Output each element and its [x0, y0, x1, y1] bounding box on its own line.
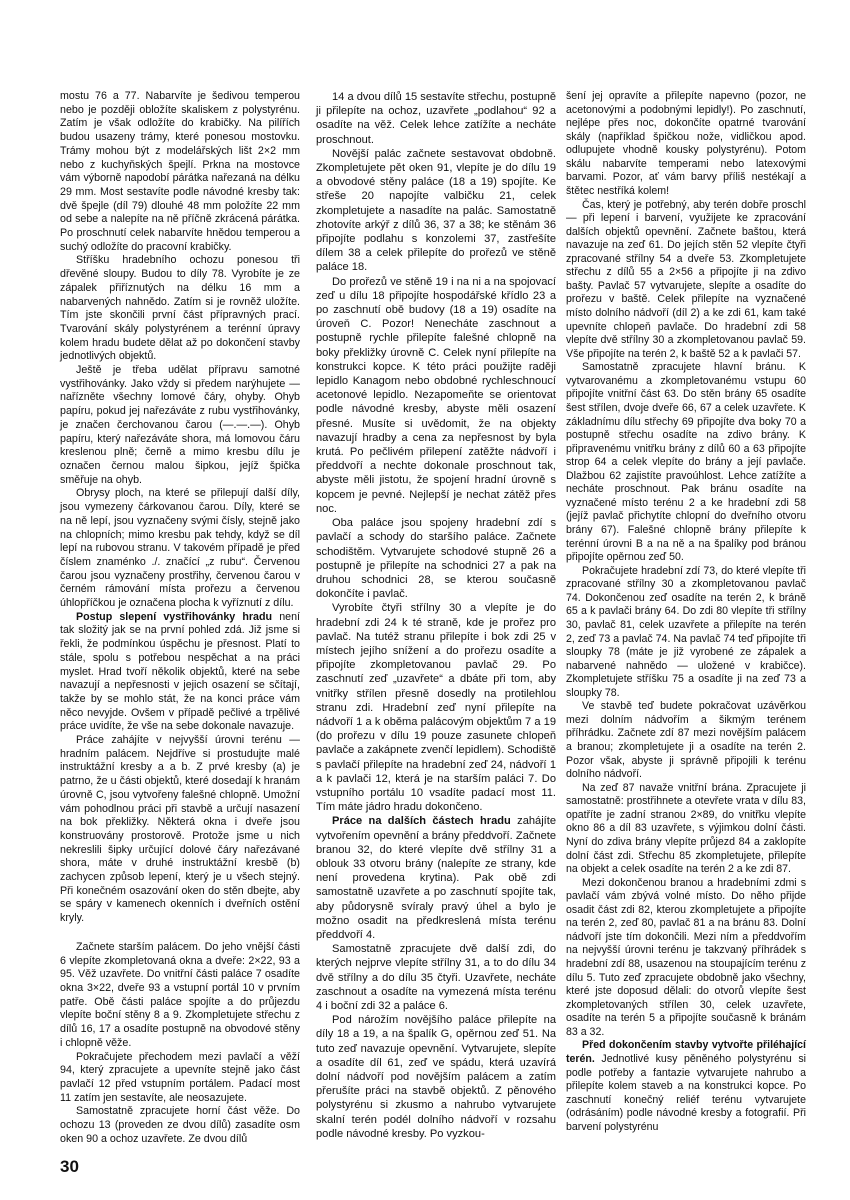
paragraph	[566, 877, 806, 1040]
text-column-2	[316, 90, 556, 1141]
paragraph	[566, 361, 806, 564]
paragraph-text: Pokračujete hradební zdí 73, do které vlepíte tři zpracované střílny 30 a zkompletovanou pavlač 74. Dokončenou zeď osadíte na terén 2, k bráně 65 a k pavlači brány 64. Do zdi 80 vlepíte tři střílny 30, pavlač 81, celek uzavřete a přilepíte na terén 2, zeď 73 a pavlač 74. Na pavlač 74 teď připojíte tři sloupky 78 (máte je již vyrobené ze zápalek a nabarvené nahnědo — uložené v krabičce). Zkompletujete stříšku 75 a osadíte ji na zeď 73 a sloupky 78.	[566, 564, 806, 699]
paragraph-text: Začnete starším palácem. Do jeho vnější části 6 vlepíte zkompletovaná okna a dveře: 2×22, 93 a 95. Věž uzavřete. Do vnitřní části paláce 7 osadíte okna 3×22, dveře 93 a vstupní portál 10 v prvním patře. Obě části paláce spojíte a do průjezdu vlepíte boční stěny 8 a 9. Zkompletujete střechu z dílů 16, 17 a osadíte postupně na obvodové stěny i chlopně věže.	[60, 940, 300, 1049]
paragraph	[60, 734, 300, 926]
paragraph	[316, 516, 556, 601]
paragraph	[316, 90, 556, 147]
paragraph	[566, 199, 806, 362]
paragraph-text: Pod nárožím novějšího paláce přilepíte na díly 18 a 19, a na špalík G, opěrnou zeď 51. Na tuto zeď navazuje opevnění. Vytvarujete, slepíte a osadíte díl 61, zeď ve spádu, která uzavírá dolní nádvoří pod novějším palácem a zatím přerušíte práci na stavbě objektů. Z pěnového polystyrénu si zkusmo a nahrubo vytvarujete skalní terén podél dolního nádvoří v rozsahu podle návodné kresby. Po vyzkou-	[316, 1014, 556, 1140]
paragraph	[316, 1013, 556, 1141]
paragraph-text: Jednotlivé kusy pěněného polystyrénu si podle potřeby a fantazie vytvarujete nahrubo a přilepíte kolem staveb a na konstrukci kopce. Po zaschnutí konečný reliéf terénu vytvarujete (odrásáním) podle návodné kresby a fotografií. Při barvení polystyrénu	[566, 1052, 806, 1133]
paragraph	[60, 254, 300, 364]
paragraph	[566, 700, 806, 781]
paragraph-text: Ještě je třeba udělat přípravu samotné vystřihovánky. Jako vždy si předem narýhujete — nařízněte všechny lomové čáry, ohyby. Ohyb papíru, pokud jej nařezáváte z rubu vystřihovánky, je značen čerchovanou čarou (—.—.—). Ohyb papíru, který nařezáváte shora, má lomovou čáru kreslenou plně; černě a mimo kresbu dílu je označen černou malou šipkou, jejíž špička směřuje na ohyb.	[60, 364, 300, 486]
paragraph-text: Obrysy ploch, na které se přilepují další díly, jsou vymezeny čárkovanou čarou. Díly, které se na ně lepí, jsou vyznačeny svými čísly, stejně jako na chlopních; mimo kresbu pak tehdy, když se díl lepí na rubovou stranu. V takovém případě je před číslem znaménko ./. značící „z rubu“. Červenou čarou jsou vyznačeny prostřihy, červenou čarou v černém rámování místa prořezu a červenou úhlopříčkou je označena plocha k vyříznutí z dílu.	[60, 487, 300, 610]
paragraph-text: není tak složitý jak se na první pohled zdá. Již jsme si řekli, že podmínkou úspěchu je přesnost. Platí to stále, spolu s potřebou nespěchat a na práci myslet. Hrad tvoří několik objektů, které na sebe navazují a nepřesnosti v jejich osazení se sčítají, takže by se mohlo stát, že na konci práce vám něco nevyjde. Ovšem v případě pečlivé a trpělivé práce uvidíte, že vše na sebe dokonale navazuje.	[60, 610, 300, 733]
paragraph	[566, 565, 806, 701]
paragraph-text: Pokračujete přechodem mezi pavlačí a věží 94, který zpracujete a upevníte stejně jako část pavlačí 12 před vstupním portálem. Padací most 11 zatím jen sestavíte, ale neosazujete.	[60, 1050, 300, 1104]
paragraph-text: Ve stavbě teď budete pokračovat uzávěrkou mezi dolním nádvořím a šikmým terénem příhrádku. Začnete zdí 87 mezi novějším palácem a branou; zkompletujete ji a osadíte na terén 2. Pozor však, abyste ji správně připojili k terénu dolního nádvoří.	[566, 700, 806, 781]
paragraph	[60, 364, 300, 487]
paragraph	[60, 487, 300, 610]
paragraph-text: mostu 76 a 77. Nabarvíte je šedivou temperou nebo je později obložíte skaliskem z polystyrénu. Zatím je však odložíte do krabičky. Na pilířích budou usazeny trámy, které ponesou mostovku. Trámy mohou být z modelářských lišt 2×2 mm nebo z kuchyňských špejlí. Prkna na mostovce vám výborně napodobí párátka nařezaná na délku 29 mm. Most sestavíte podle návodné kresby tak: dvě špejle (díl 79) dlouhé 48 mm položíte 22 mm od sebe a nalepíte na ně příčně zkrácená párátka. Po proschnutí celek nabarvíte hnědou temperou a suchý odložíte do pracovní krabičky.	[60, 90, 300, 253]
paragraph-text: Mezi dokončenou branou a hradebními zdmi s pavlačí vám zbývá volné místo. Do něho přijde osadit část zdi 82, kterou zkompletujete a připojíte na terén 2, zeď 80, pavlač 81 a na bránu 83. Dolní nádvoří jste tím dokončili. Mezi ním a předdvořím na nejvyšší úrovni terénu je takzvaný příhrádek s hradební zdí 88, usazenou na stoupajícím terénu z dílu 5. Tuto zeď zpracujete obdobně jako všechny, které jste doposud dělali: do otvorů vlepíte šest zkompletovaných střílen 30, celek uzavřete, osadíte na terén 5 a připojíte současně k bránám 83 a 32.	[566, 876, 806, 1038]
paragraph-text: Oba paláce jsou spojeny hradební zdí s pavlačí a schody do staršího paláce. Začnete schodištěm. Vytvarujete schodové stupně 26 a postupně je přilepíte na schodnici 27 a pak na druhou schodnici 28, se kterou současně dokončíte i pavlač.	[316, 517, 556, 601]
paragraph	[566, 90, 806, 199]
paragraph-text: Samostatně zpracujete dvě další zdi, do kterých nejprve vlepíte střílny 31, a to do dílu 34 dvě střílny a do dílu 35 čtyři. Uzavřete, necháte zaschnout a osadíte na vymezená místa terénu 4 i boční zdi 32 a paláce 6.	[316, 943, 556, 1012]
text-column-1	[60, 90, 300, 1146]
paragraph	[316, 942, 556, 1013]
paragraph-text: Novější palác začnete sestavovat obdobně. Zkompletujete pět oken 91, vlepíte je do dílu 19 a obvodové stěny paláce (18 a 19) spojíte. Ke střeše 20 napojíte valbičku 21, celek zkompletujete a nasadíte na palác. Samostatně zhotovíte arkýř z dílů 36, 37 a 38; ke stěnám 36 připojíte podlahu s konzolemi 37, zastřešíte dílem 38 a celek přilepíte do prořezů ve stěně paláce 18.	[316, 147, 556, 274]
paragraph-text: Čas, který je potřebný, aby terén dobře proschl — při lepení i barvení, využijete ke zpracování dalších objektů opevnění. Začnete baštou, která navazuje na zeď 61. Do jejích stěn 52 vlepíte čtyři zpracované střílny 54 a dveře 53. Zkompletujete střechu z dílů 55 a 2×56 a připojíte ji na zdivo bašty. Pavlač 57 vytvarujete, slepíte a osadíte do prořezu v baště. Celek přilepíte na vyznačené místo dolního nádvoří (díl 2) a ke zdi 61, kam také upevníte chlopeň pavlače. Do hradební zdi 58 vlepíte dvě střílny 30 a zkompletovanou pavlač 59. Vše připojíte na terén 2, k baště 52 a k pavlači 57.	[566, 198, 806, 360]
paragraph-text: Stříšku hradebního ochozu ponesou tři dřevěné sloupy. Budou to díly 78. Vyrobíte je ze zápalek přiříznutých na délku 16 mm a nabarvených nahnědo. Zatím si je rovněž uložíte. Tím jste skončili první část přípravných prací. Tvarování skály polystyrénem a terénní úpravy kolem hradu budete dělat až po dokončení stavby jednotlivých objektů.	[60, 254, 300, 363]
paragraph	[60, 90, 300, 254]
paragraph-text: Samostatně zpracujete horní část věže. Do ochozu 13 (proveden ze dvou dílů) zasadíte osm oken 90 a ochoz uzavřete. Ze dvou dílů	[60, 1105, 300, 1145]
paragraph	[316, 275, 556, 516]
paragraph	[316, 601, 556, 814]
text-column-3	[566, 90, 806, 1134]
paragraph	[60, 1051, 300, 1106]
paragraph-text: šení jej opravíte a přilepíte napevno (pozor, ne acetonovými a podobnými lepidly!). Po zaschnutí, nejlépe přes noc, dokončíte opatrné tvarování skály (například špičkou nože, vidličkou apod. odlupujete vhodně kousky polystyrénu). Potom skálu nabarvíte temperami nebo latexovými barvami. Pozor, ať vám barvy příliš nestékají a štětec nestříká kolem!	[566, 90, 806, 197]
paragraph	[60, 1105, 300, 1146]
paragraph-text: Samostatně zpracujete hlavní bránu. K vytvarovanému a zkompletovanému vstupu 60 připojíte vnitřní část 63. Do stěn brány 65 osadíte šest střílen, dvoje dveře 66, 67 a celek uzavřete. K základnímu dílu střechy 69 připojíte dva boky 70 a postupně střechu osadíte na zdivo brány. K připravenému vnitřku brány z dílů 60 a 63 připojíte strop 64 a celek vlepíte do brány a její pavlače. Dlažbou 62 zajistíte pravoúhlost. Lehce zatížíte a necháte proschnout. Pak bránu osadíte na vyznačené místo terénu 2 a ke hradební zdi 58 (jejíž pavlač přichytíte chlopní do dveřního otvoru brány 67). Falešné chlopně brány přilepíte k terénní úrovni B a na ně a na špalíky pod bránou připojíte opěrnou zeď 50.	[566, 361, 806, 564]
paragraph	[60, 941, 300, 1051]
run-in-heading: Práce na dalších částech hradu	[332, 815, 511, 828]
run-in-heading: Postup slepení vystřihovánky hradu	[76, 610, 273, 623]
page-number: 30	[60, 1157, 79, 1176]
paragraph	[316, 814, 556, 942]
paragraph	[566, 782, 806, 877]
paragraph	[60, 611, 300, 734]
paragraph-text: Vyrobíte čtyři střílny 30 a vlepíte je do hradební zdi 24 k té straně, kde je prořez pro pavlač. Na tutéž stranu přilepíte i bok zdi 25 v místech jejího snížení a do prořezu osadíte a připojíte zkompletovanou pavlač 29. Po zaschnutí zeď „uzavřete“ a dbáte při tom, aby vnitřky střílen přesně dosedly na protilehlou stranu zdi. Hradební zeď nyní přilepíte na nádvoří 1 a k oběma palácovým objektům 7 a 19 (do prořezu v dílu 19 pouze zasunete chlopeň pavlače a zakápnete zvenčí lepidlem). Schodiště s pavlačí přilepíte na hradební zeď 24, nádvoří 1 a k pavlači 12, která je na starším paláci 7. Do vstupního portálu 10 vsadíte padací most 11. Tím máte jádro hradu dokončeno.	[316, 602, 556, 814]
paragraph	[316, 147, 556, 275]
paragraph-text: Na zeď 87 navaže vnitřní brána. Zpracujete ji samostatně: prostřihnete a otevřete vrata v dílu 83, opatříte je zadní stranou 2×89, do vnitřku vlepíte okno 86 a díl 83 uzavřete, s výjimkou dolní části. Nyní do zdiva brány vlepíte průjezd 84 a zaklopíte dolní část zdi. Střechu 85 zkompletujete, přilepíte na objekt a celek osadíte na terén 2 a ke zdi 87.	[566, 781, 806, 876]
paragraph-text: Do prořezů ve stěně 19 i na ni a na spojovací zeď u dílu 18 připojíte hospodářské křídlo 23 a po zaschnutí obě budovy (18 a 19) osadíte na úroveň C. Pozor! Nenecháte zaschnout a postupně rychle přilepíte falešné chlopně na boky překližky úrovně C. Celek nyní přilepíte na konstrukci kopce. K této práci použijte raději lepidlo Kanagom nebo obdobné rychleschnoucí acetonové lepidlo. Nezapomeňte se orientovat podle návodné kresby, abyste měli osazení přesné. Musíte si uvědomit, že na objekty navazují hradby a cena za nepřesnost by byla krutá. Po pečlivém přilepení zatěžte nádvoří i předdvoří a nechte dokonale proschnout tak, abyste měli jistotu, že spojení hradní úrovně s kopcem je pevné. Nejlepší je nechat zátěž přes noc.	[316, 275, 556, 515]
run-in-heading: Před dokončením stavby vytvořte přiléhající terén.	[566, 1039, 806, 1065]
paragraph-text: zahájíte vytvořením opevnění a brány předdvoří. Začnete branou 32, do které vlepíte dvě střílny 31 a oblouk 33 otvoru brány (nalepíte ze strany, kde není provedena krytina). Pak obě zdi samostatně uzavřete a po zaschnutí spojíte tak, aby půdorysně svíraly pravý úhel a bylo je možno osadit na předkreslená místa terénu předdvoří 4.	[316, 815, 557, 941]
paragraph	[566, 1039, 806, 1134]
paragraph-text: Práce zahájíte v nejvyšší úrovni terénu — hradním palácem. Nejdříve si prostudujte malé instruktážní kresby a a b. Z prvé kresby (a) je patrno, že u části objektů, které dosedají k hranám úrovně C, jsou vytvořeny falešné chlopně. Umožní vám pohodlnou práci při stavbě a určují nasazení na bok překližky. Některá okna i dveře jsou konstruovány prostorově. Protože jsme u nich nekreslili šipky určující dolové čáry nařezávané shora, máte v druhé instruktážní kresbě (b) zachycen způsob lepení, který je u všech stejný. Při konečném osazování oken do stěn dbejte, aby se spáry v kamenech okenních i dveřních ostění kryly.	[60, 734, 300, 925]
paragraph-text: 14 a dvou dílů 15 sestavíte střechu, postupně ji přilepíte na ochoz, uzavřete „podlahou“ 92 a osadíte na věž. Celek lehce zatížíte a necháte proschnout.	[316, 91, 556, 146]
